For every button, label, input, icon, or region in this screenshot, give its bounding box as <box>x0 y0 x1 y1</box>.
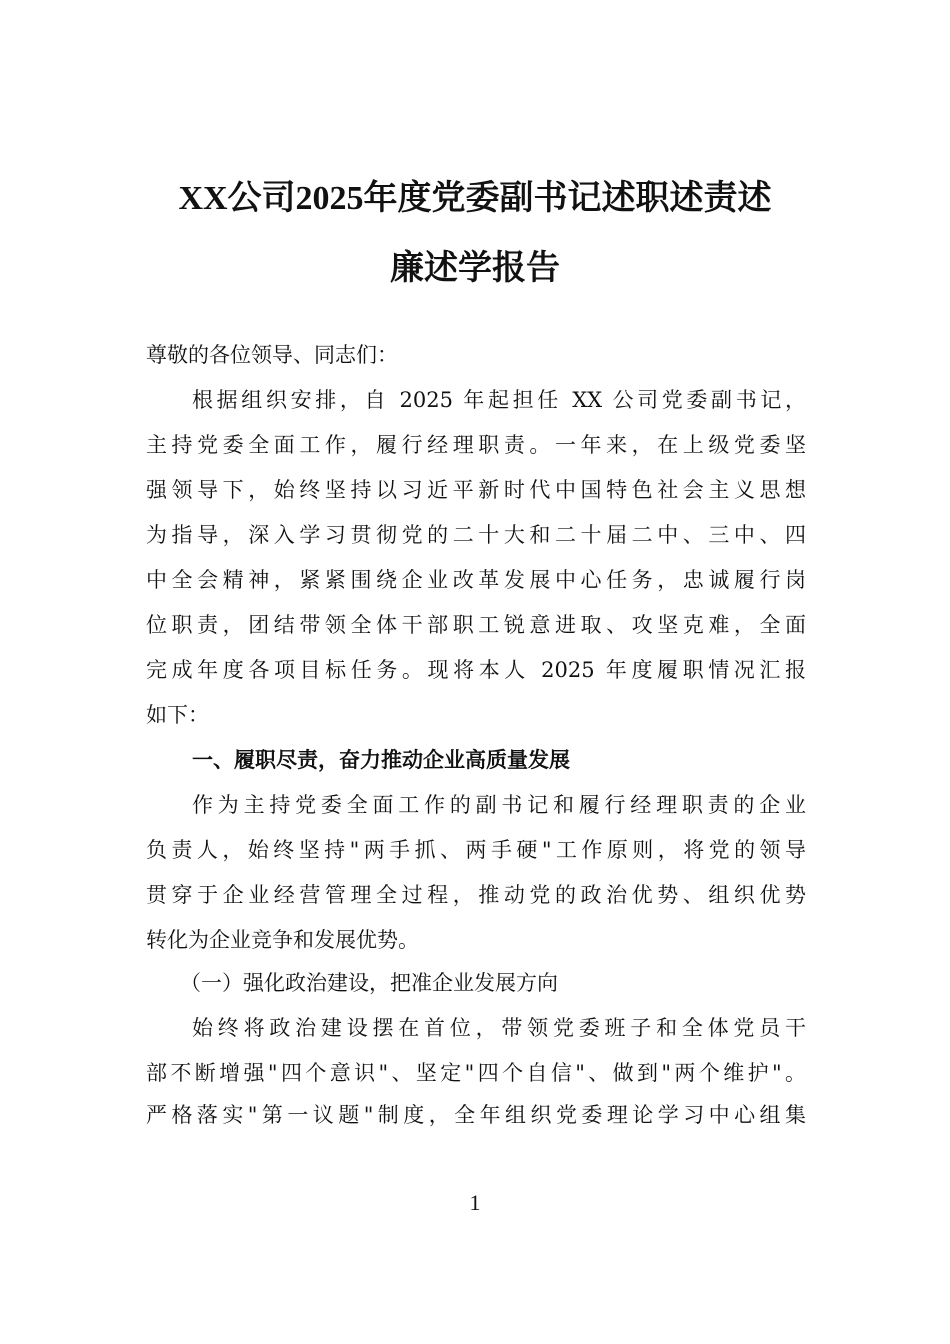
section-heading-1: 一、履职尽责，奋力推动企业高质量发展 <box>192 748 570 772</box>
section-1-line: 负责人，始终坚持"两手抓、两手硬"工作原则，将党的领导 <box>146 838 806 862</box>
intro-line: 位职责，团结带领全体干部职工锐意进取、攻坚克难，全面 <box>146 613 806 637</box>
intro-line: 中全会精神，紧紧围绕企业改革发展中心任务，忠诚履行岗 <box>146 568 806 592</box>
document-title-line-2: 廉述学报告 <box>390 250 560 287</box>
intro-line: 完成年度各项目标任务。现将本人 2025 年度履职情况汇报 <box>146 658 806 682</box>
section-1-line: 贯穿于企业经营管理全过程，推动党的政治优势、组织优势 <box>146 883 806 907</box>
intro-line: 为指导，深入学习贯彻党的二十大和二十届二中、三中、四 <box>146 523 806 547</box>
section-1-line: 作为主持党委全面工作的副书记和履行经理职责的企业 <box>192 793 806 817</box>
intro-line: 根据组织安排，自 2025 年起担任 XX 公司党委副书记， <box>192 388 806 412</box>
intro-line: 如下： <box>146 703 209 727</box>
section-1-line: 转化为企业竞争和发展优势。 <box>146 928 419 952</box>
subsection-1-line: 部不断增强"四个意识"、坚定"四个自信"、做到"两个维护"。 <box>146 1061 806 1085</box>
intro-line: 强领导下，始终坚持以习近平新时代中国特色社会主义思想 <box>146 478 806 502</box>
intro-line: 主持党委全面工作，履行经理职责。一年来，在上级党委坚 <box>146 433 806 457</box>
subsection-heading-1: （一）强化政治建设，把准企业发展方向 <box>180 971 558 995</box>
subsection-1-line: 严格落实"第一议题"制度，全年组织党委理论学习中心组集 <box>146 1103 806 1127</box>
document-title-line-1: XX公司2025年度党委副书记述职述责述 <box>178 180 772 217</box>
page-number: 1 <box>469 1190 481 1215</box>
salutation: 尊敬的各位领导、同志们： <box>146 343 398 367</box>
subsection-1-line: 始终将政治建设摆在首位，带领党委班子和全体党员干 <box>192 1016 806 1040</box>
